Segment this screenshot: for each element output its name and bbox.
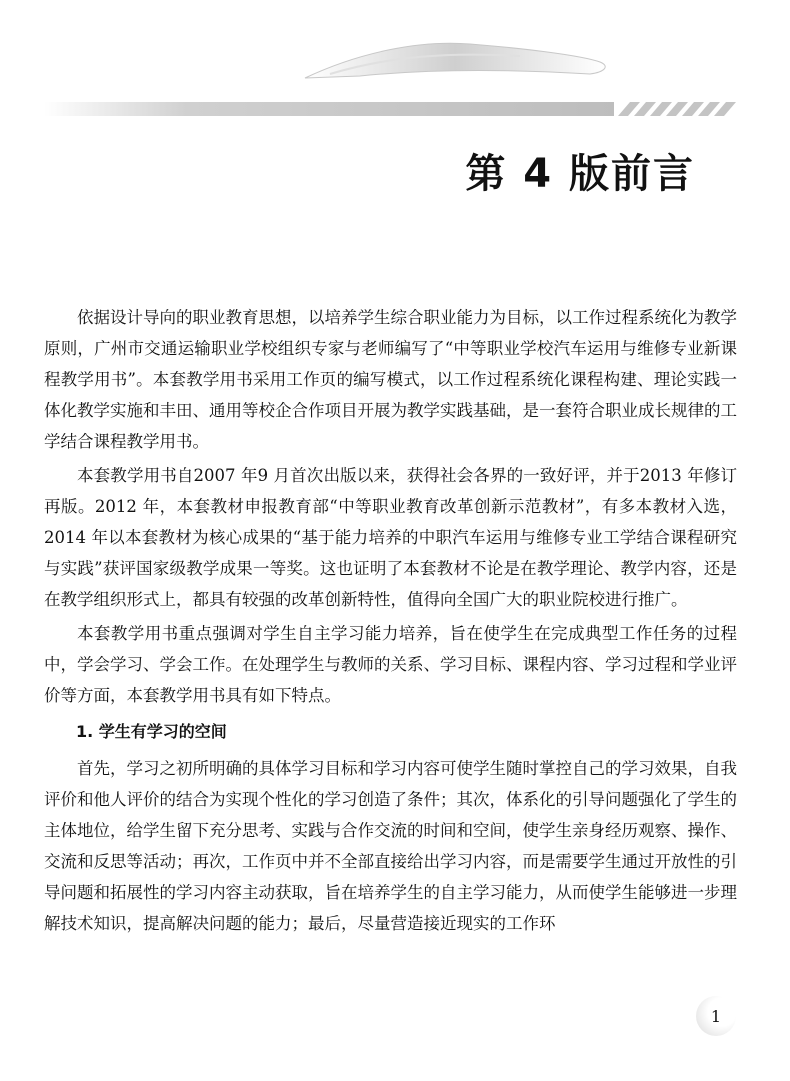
header-car-decoration (0, 0, 790, 130)
body-text (44, 302, 737, 942)
section-heading: 1. 学生有学习的空间 (76, 722, 227, 741)
intro-paragraph-2: 本套教学用书自2007 年9 月首次出版以来，获得社会各界的一致好评，并于2013 年修订再版。2012 年，本套教材申报教育部“中等职业教育改革创新示范教材”，有多本教材入选，2014 年以本套教材为核心成果的“基于能力培养的中职汽车运用与维修专业工学结合课程研究与实践”获评国家级教学成果一等奖。这也证明了本套教材不论是在教学理论、教学内容，还是在教学组织形式上，都具有较强的改革创新特性，值得向全国广大的职业院校进行推广。 (44, 466, 737, 609)
page-title: 第 4 版前言 (465, 151, 695, 197)
header-bar (44, 102, 614, 116)
page-number: 1 (696, 996, 736, 1036)
section-paragraph: 首先，学习之初所明确的具体学习目标和学习内容可使学生随时掌控自己的学习效果，自我评价和他人评价的结合为实现个性化的学习创造了条件；其次，体系化的引导问题强化了学生的主体地位，给学生留下充分思考、实践与合作交流的时间和空间，使学生亲身经历观察、操作、交流和反思等活动；再次，工作页中并不全部直接给出学习内容，而是需要学生通过开放性的引导问题和拓展性的学习内容主动获取，旨在培养学生的自主学习能力，从而使学生能够进一步理解技术知识，提高解决问题的能力；最后，尽量营造接近现实的工作环 (44, 759, 737, 933)
header-stripes (618, 102, 736, 116)
intro-paragraph-3: 本套教学用书重点强调对学生自主学习能力培养，旨在使学生在完成典型工作任务的过程中，学会学习、学会工作。在处理学生与教师的关系、学习目标、课程内容、学习过程和学业评价等方面，本套教学用书具有如下特点。 (44, 624, 737, 705)
car-silhouette (305, 43, 605, 78)
intro-paragraph-1: 依据设计导向的职业教育思想，以培养学生综合职业能力为目标，以工作过程系统化为教学原则，广州市交通运输职业学校组织专家与老师编写了“中等职业学校汽车运用与维修专业新课程教学用书”。本套教学用书采用工作页的编写模式，以工作过程系统化课程构建、理论实践一体化教学实施和丰田、通用等校企合作项目开展为教学实践基础，是一套符合职业成长规律的工学结合课程教学用书。 (44, 308, 737, 451)
